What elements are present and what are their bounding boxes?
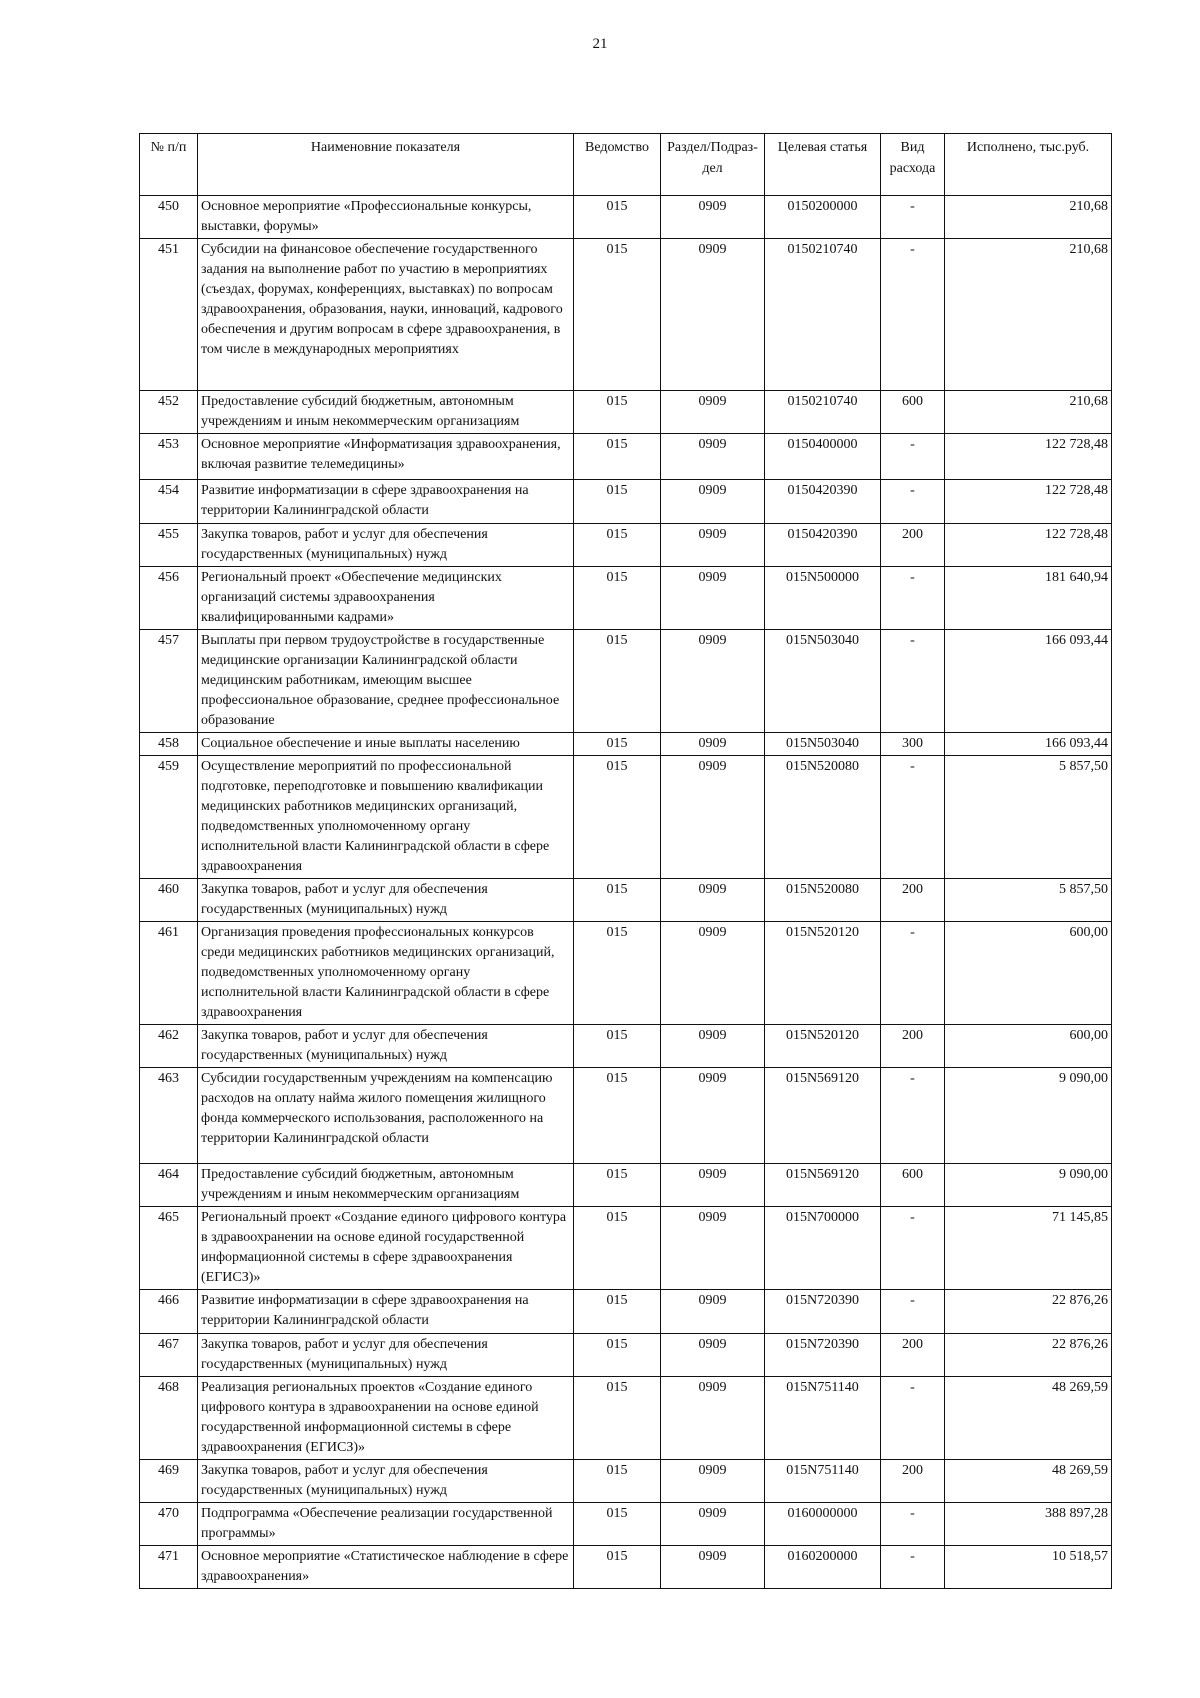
row-name: Организация проведения профессиональных конкурсов среди медицинских работников медицинских организаций, подведомственных уполномоченному органу исполнительной власти Калининградской области в сфере здравоохранения [198,922,574,1025]
row-target-article: 015N520080 [765,879,881,922]
row-target-article: 0150420390 [765,524,881,567]
row-target-article: 0150400000 [765,434,881,480]
row-name: Основное мероприятие «Профессиональные конкурсы, выставки, форумы» [198,196,574,239]
row-section: 0909 [661,630,765,733]
table-row [140,1290,1112,1334]
row-name: Субсидии на финансовое обеспечение государственного задания на выполнение работ по участию в мероприятиях (съездах, форумах, конференциях, выставках) по вопросам здравоохранения, образования, науки, инноваций, кадрового обеспечения и другим вопросам в сфере здравоохранения, в том числе в международных мероприятиях [198,239,574,391]
row-target-article: 0150210740 [765,239,881,391]
header-executed: Исполнено, тыс.руб. [945,134,1112,196]
row-department: 015 [574,879,661,922]
row-section: 0909 [661,391,765,434]
header-department: Ведомство [574,134,661,196]
row-number: 450 [140,196,198,239]
row-section: 0909 [661,879,765,922]
row-amount: 166 093,44 [945,733,1112,756]
table-row [140,391,1112,434]
table-row [140,756,1112,879]
table-row [140,239,1112,391]
row-department: 015 [574,630,661,733]
row-section: 0909 [661,756,765,879]
row-department: 015 [574,1503,661,1546]
table-row [140,480,1112,524]
row-department: 015 [574,196,661,239]
row-expense-type: 600 [881,391,945,434]
row-number: 467 [140,1334,198,1377]
row-department: 015 [574,1290,661,1334]
table-row [140,1546,1112,1589]
row-amount: 388 897,28 [945,1503,1112,1546]
row-number: 470 [140,1503,198,1546]
row-amount: 181 640,94 [945,567,1112,630]
row-number: 459 [140,756,198,879]
row-department: 015 [574,922,661,1025]
row-expense-type: - [881,239,945,391]
row-name: Предоставление субсидий бюджетным, автономным учреждениям и иным некоммерческим организациям [198,391,574,434]
row-amount: 48 269,59 [945,1377,1112,1460]
table-row [140,1207,1112,1290]
row-department: 015 [574,524,661,567]
row-target-article: 0150420390 [765,480,881,524]
row-number: 462 [140,1025,198,1068]
row-amount: 71 145,85 [945,1207,1112,1290]
row-name: Закупка товаров, работ и услуг для обеспечения государственных (муниципальных) нужд [198,524,574,567]
row-section: 0909 [661,239,765,391]
row-expense-type: - [881,630,945,733]
row-expense-type: 200 [881,879,945,922]
row-target-article: 0150210740 [765,391,881,434]
row-target-article: 015N700000 [765,1207,881,1290]
row-target-article: 0160200000 [765,1546,881,1589]
row-name: Закупка товаров, работ и услуг для обеспечения государственных (муниципальных) нужд [198,1025,574,1068]
row-expense-type: - [881,196,945,239]
table-row [140,1377,1112,1460]
report-table [139,133,1112,1589]
row-number: 456 [140,567,198,630]
row-name: Основное мероприятие «Информатизация здравоохранения, включая развитие телемедицины» [198,434,574,480]
row-section: 0909 [661,567,765,630]
row-section: 0909 [661,1207,765,1290]
row-number: 461 [140,922,198,1025]
row-section: 0909 [661,1164,765,1207]
table-row [140,434,1112,480]
row-amount: 122 728,48 [945,524,1112,567]
table-row [140,196,1112,239]
row-number: 463 [140,1068,198,1164]
row-expense-type: - [881,434,945,480]
row-number: 455 [140,524,198,567]
table-row [140,1068,1112,1164]
table-row [140,1334,1112,1377]
row-department: 015 [574,1334,661,1377]
table-row [140,567,1112,630]
row-expense-type: 200 [881,524,945,567]
row-section: 0909 [661,1334,765,1377]
row-name: Подпрограмма «Обеспечение реализации государственной программы» [198,1503,574,1546]
table-row [140,1164,1112,1207]
row-expense-type: - [881,480,945,524]
row-target-article: 015N503040 [765,733,881,756]
row-number: 457 [140,630,198,733]
row-amount: 600,00 [945,922,1112,1025]
row-section: 0909 [661,480,765,524]
row-department: 015 [574,391,661,434]
row-number: 454 [140,480,198,524]
row-amount: 166 093,44 [945,630,1112,733]
row-department: 015 [574,239,661,391]
page-number: 21 [592,36,608,52]
row-amount: 600,00 [945,1025,1112,1068]
row-target-article: 015N720390 [765,1334,881,1377]
table-row [140,1503,1112,1546]
row-target-article: 015N520120 [765,922,881,1025]
row-name: Выплаты при первом трудоустройстве в государственные медицинские организации Калининградской области медицинским работникам, имеющим высшее профессиональное образование, среднее профессиональное образование [198,630,574,733]
row-target-article: 0150200000 [765,196,881,239]
row-department: 015 [574,567,661,630]
row-amount: 48 269,59 [945,1460,1112,1503]
header-expense-type: Вид расхода [881,134,945,196]
row-amount: 210,68 [945,239,1112,391]
row-section: 0909 [661,434,765,480]
row-amount: 10 518,57 [945,1546,1112,1589]
row-name: Социальное обеспечение и иные выплаты населению [198,733,574,756]
row-department: 015 [574,1207,661,1290]
row-department: 015 [574,1164,661,1207]
row-number: 468 [140,1377,198,1460]
table-row [140,1460,1112,1503]
row-amount: 122 728,48 [945,434,1112,480]
row-expense-type: 600 [881,1164,945,1207]
row-expense-type: - [881,1377,945,1460]
table-row [140,1025,1112,1068]
row-amount: 210,68 [945,391,1112,434]
table-row [140,630,1112,733]
row-amount: 210,68 [945,196,1112,239]
row-amount: 9 090,00 [945,1164,1112,1207]
row-department: 015 [574,1068,661,1164]
row-section: 0909 [661,1290,765,1334]
row-expense-type: - [881,1207,945,1290]
row-expense-type: - [881,1290,945,1334]
row-name: Региональный проект «Создание единого цифрового контура в здравоохранении на основе единой государственной информационной системы в сфере здравоохранения (ЕГИСЗ)» [198,1207,574,1290]
row-number: 458 [140,733,198,756]
row-amount: 122 728,48 [945,480,1112,524]
row-expense-type: 200 [881,1460,945,1503]
row-section: 0909 [661,1068,765,1164]
table-row [140,733,1112,756]
row-number: 469 [140,1460,198,1503]
row-name: Реализация региональных проектов «Создание единого цифрового контура в здравоохранении на основе единой государственной информационной системы в сфере здравоохранения (ЕГИСЗ)» [198,1377,574,1460]
row-section: 0909 [661,733,765,756]
row-expense-type: 200 [881,1334,945,1377]
row-section: 0909 [661,922,765,1025]
row-target-article: 015N520120 [765,1025,881,1068]
row-number: 451 [140,239,198,391]
row-number: 453 [140,434,198,480]
row-department: 015 [574,756,661,879]
table-header-row [140,134,1112,196]
table-row [140,879,1112,922]
row-section: 0909 [661,524,765,567]
row-name: Региональный проект «Обеспечение медицинских организаций системы здравоохранения квалифицированными кадрами» [198,567,574,630]
row-department: 015 [574,434,661,480]
row-name: Основное мероприятие «Статистическое наблюдение в сфере здравоохранения» [198,1546,574,1589]
row-section: 0909 [661,1460,765,1503]
row-amount: 5 857,50 [945,756,1112,879]
row-department: 015 [574,1025,661,1068]
row-target-article: 015N751140 [765,1377,881,1460]
row-expense-type: - [881,922,945,1025]
row-target-article: 015N720390 [765,1290,881,1334]
row-name: Закупка товаров, работ и услуг для обеспечения государственных (муниципальных) нужд [198,1334,574,1377]
table-row [140,524,1112,567]
row-expense-type: - [881,1503,945,1546]
row-name: Закупка товаров, работ и услуг для обеспечения государственных (муниципальных) нужд [198,1460,574,1503]
row-section: 0909 [661,1025,765,1068]
row-department: 015 [574,1460,661,1503]
table-body [140,196,1112,1589]
row-name: Развитие информатизации в сфере здравоохранения на территории Калининградской области [198,1290,574,1334]
row-amount: 22 876,26 [945,1290,1112,1334]
row-target-article: 015N520080 [765,756,881,879]
row-department: 015 [574,733,661,756]
header-number: № п/п [140,134,198,196]
row-target-article: 015N751140 [765,1460,881,1503]
row-department: 015 [574,1546,661,1589]
row-target-article: 015N569120 [765,1068,881,1164]
row-target-article: 015N500000 [765,567,881,630]
row-target-article: 015N503040 [765,630,881,733]
row-name: Осуществление мероприятий по профессиональной подготовке, переподготовке и повышению квалификации медицинских работников медицинских организаций, подведомственных уполномоченному органу исполнительной власти Калининградской области в сфере здравоохранения [198,756,574,879]
row-name: Субсидии государственным учреждениям на компенсацию расходов на оплату найма жилого помещения жилищного фонда коммерческого использования, расположенного на территории Калининградской области [198,1068,574,1164]
row-name: Предоставление субсидий бюджетным, автономным учреждениям и иным некоммерческим организациям [198,1164,574,1207]
row-expense-type: 300 [881,733,945,756]
row-section: 0909 [661,196,765,239]
row-number: 465 [140,1207,198,1290]
header-target-article: Целевая статья [765,134,881,196]
row-amount: 9 090,00 [945,1068,1112,1164]
row-amount: 5 857,50 [945,879,1112,922]
header-indicator-name: Наименовние показателя [198,134,574,196]
row-section: 0909 [661,1377,765,1460]
row-number: 464 [140,1164,198,1207]
row-amount: 22 876,26 [945,1334,1112,1377]
row-expense-type: - [881,756,945,879]
table-row [140,922,1112,1025]
row-number: 452 [140,391,198,434]
row-number: 466 [140,1290,198,1334]
row-number: 460 [140,879,198,922]
row-section: 0909 [661,1546,765,1589]
row-section: 0909 [661,1503,765,1546]
row-target-article: 015N569120 [765,1164,881,1207]
row-expense-type: 200 [881,1025,945,1068]
row-expense-type: - [881,567,945,630]
row-department: 015 [574,480,661,524]
header-section: Раздел/Подраз-дел [661,134,765,196]
row-name: Закупка товаров, работ и услуг для обеспечения государственных (муниципальных) нужд [198,879,574,922]
row-department: 015 [574,1377,661,1460]
row-name: Развитие информатизации в сфере здравоохранения на территории Калининградской области [198,480,574,524]
row-expense-type: - [881,1546,945,1589]
row-expense-type: - [881,1068,945,1164]
row-target-article: 0160000000 [765,1503,881,1546]
row-number: 471 [140,1546,198,1589]
